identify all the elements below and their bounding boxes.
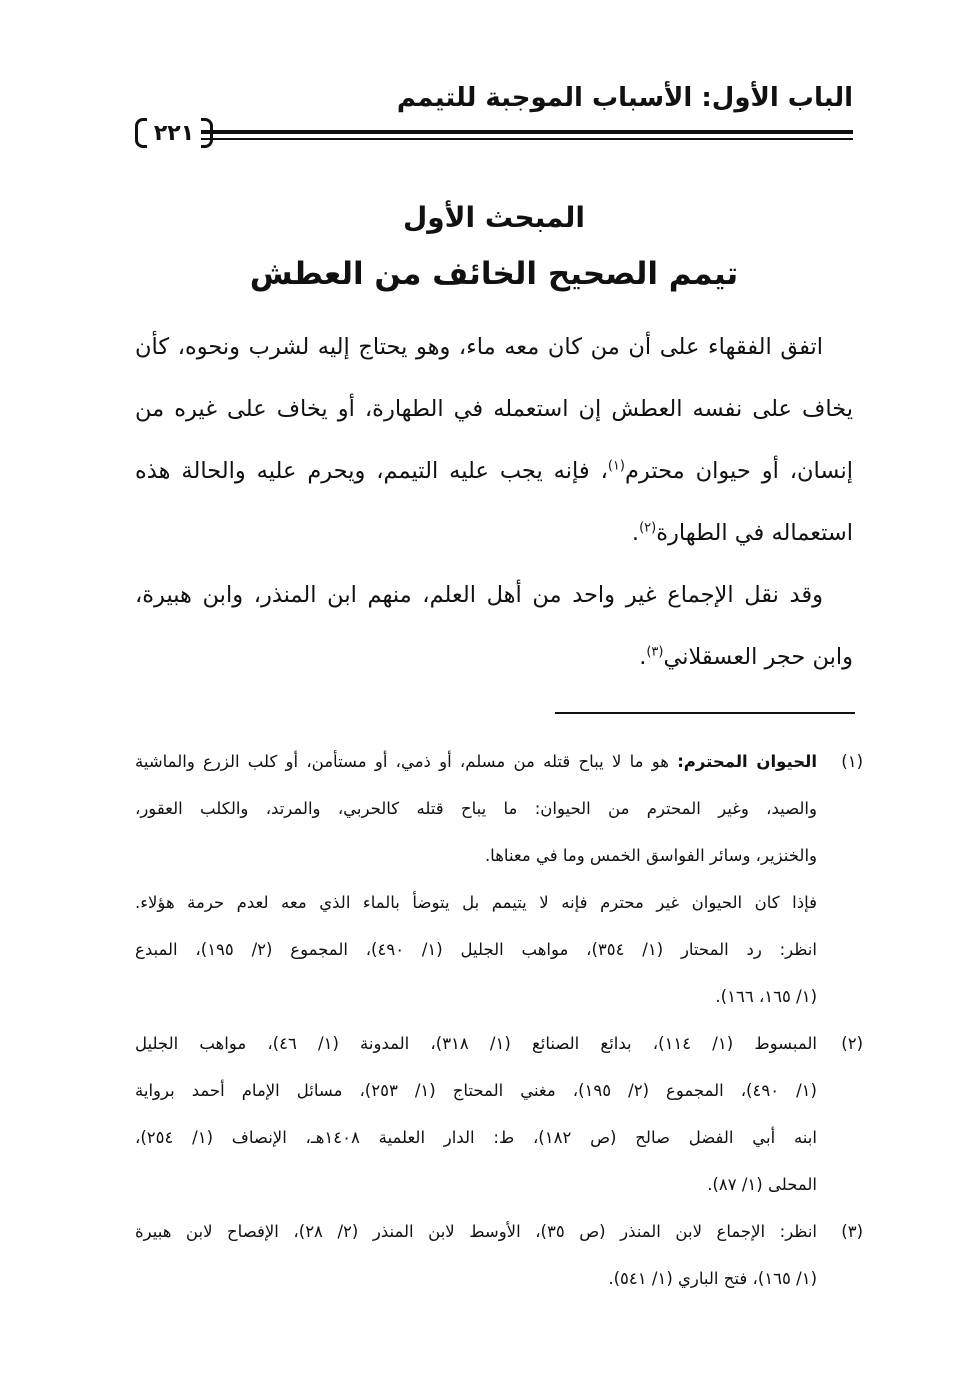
footnote-line: والخنزير، وسائر الفواسق الخمس وما في معناها. [484,846,817,865]
footnote-line: انظر: الإجماع لابن المنذر (ص ٣٥)، الأوسط لابن المنذر (٢/ ٢٨)، الإفصاح لابن هبيرة [135,1222,818,1241]
footnote-text-segment: هو ما لا يباح قتله من مسلم، أو ذمي، أو مستأمن، أو كلب الزرع والماشية [135,752,678,771]
footnote-marker-3[interactable]: (٣) [646,644,664,660]
body-text-segment: ، فإنه يجب عليه التيمم، ويحرم عليه والحالة هذه [135,458,608,484]
body-text-segment: . [639,644,647,670]
header-rule-thin-line [201,138,853,140]
page-number-box [135,118,213,150]
section-subtitle: تيمم الصحيح الخائف من العطش [249,256,739,292]
footnote-line: انظر: رد المحتار (١/ ٣٥٤)، مواهب الجليل (١/ ٤٩٠)، المجموع (٢/ ١٩٥)، المبدع [135,940,817,959]
footnote-line: والصيد، وغير المحترم من الحيوان: ما يباح قتله كالحربي، والمرتد، والكلب العقور، [135,799,817,818]
footnote-line: المحلى (١/ ٨٧). [707,1175,817,1194]
body-text-segment: وابن حجر العسقلاني [663,644,853,670]
footnote-2 [135,1020,863,1208]
footnote-number: (١) [841,752,863,771]
footnote-separator [555,712,855,714]
body-line [135,502,853,564]
footnote-line: ابنه أبي الفضل صالح (ص ١٨٢)، ط: الدار العلمية ١٤٠٨هـ، الإنصاف (١/ ٢٥٤)، [135,1128,817,1147]
footnote-1 [135,738,863,1020]
footnote-number: (٣) [841,1222,863,1241]
body-text-segment: . [631,520,640,546]
body-text-segment: استعماله في الطهارة [656,520,853,546]
footnote-number: (٢) [841,1034,863,1053]
header-rule-thick-line [201,130,853,134]
footnote-line: (١/ ١٦٥، ١٦٦). [715,987,817,1006]
footnote-line [135,738,817,785]
page-number-left-bracket [135,118,147,148]
body-line: يخاف على نفسه العطش إن استعمله في الطهارة، أو يخاف على غيره من [135,396,853,422]
running-header-title: الباب الأول: الأسباب الموجبة للتيمم [396,83,853,113]
footnote-line: المبسوط (١/ ١١٤)، بدائع الصنائع (١/ ٣١٨)، المدونة (١/ ٤٦)، مواهب الجليل [135,1034,817,1053]
footnote-lead-term: الحيوان المحترم: [677,752,817,771]
section-title: المبحث الأول [402,201,586,234]
body-line [135,626,853,688]
page-number: ٢٢١ [153,121,195,146]
paragraph-1 [135,316,853,564]
page-number-right-bracket [201,118,213,148]
footnote-line: فإذا كان الحيوان غير محترم فإنه لا يتيمم بل يتوضأ بالماء الذي معه لعدم حرمة هؤلاء. [135,893,817,912]
footnote-line: (١/ ١٦٥)، فتح الباري (١/ ٥٤١). [608,1269,817,1288]
paragraph-2 [135,564,853,688]
footnote-marker-1[interactable]: (١) [607,458,625,474]
header-rule [135,118,853,152]
body-line: اتفق الفقهاء على أن من كان معه ماء، وهو يحتاج إليه لشرب ونحوه، كأن [135,334,823,360]
body-line [135,440,853,502]
footnote-line: (١/ ٤٩٠)، المجموع (٢/ ١٩٥)، مغني المحتاج (١/ ٢٥٣)، مسائل الإمام أحمد برواية [135,1081,817,1100]
footnotes [135,738,863,1302]
body-text-segment: إنسان، أو حيوان محترم [624,458,853,484]
footnote-3 [135,1208,863,1302]
footnote-marker-2[interactable]: (٢) [639,520,657,536]
body-line: وقد نقل الإجماع غير واحد من أهل العلم، منهم ابن المنذر، وابن هبيرة، [135,582,823,608]
